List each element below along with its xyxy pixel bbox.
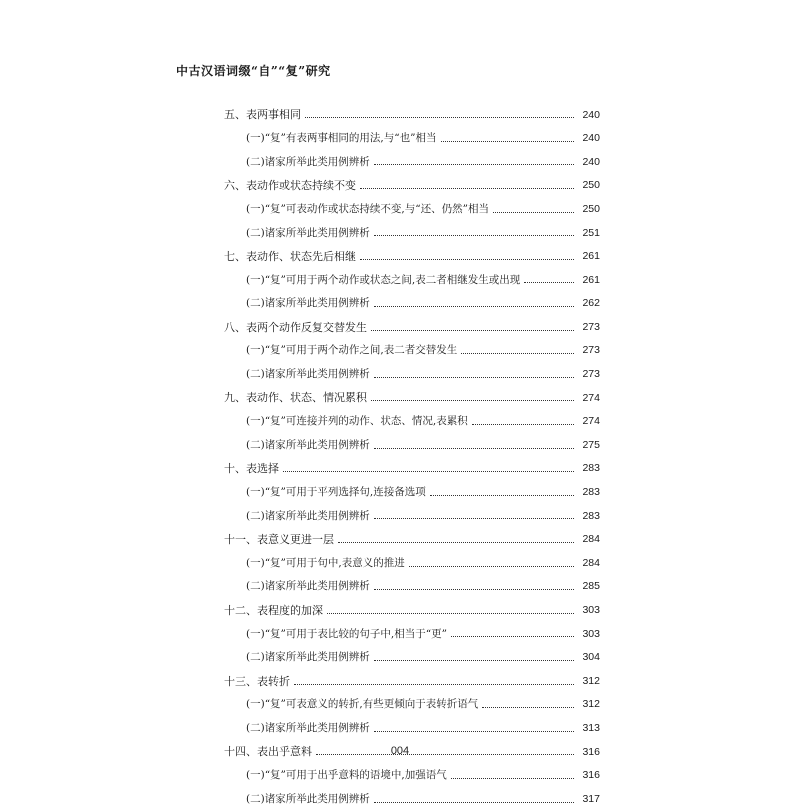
dot-leader: [374, 164, 574, 165]
toc-section-entry: [224, 386, 600, 410]
toc-entry-page: 261: [582, 273, 600, 286]
dot-leader: [441, 141, 574, 142]
toc-section-entry: [224, 457, 600, 481]
toc-entry-page: 240: [582, 108, 600, 121]
toc-subsection-entry: [224, 622, 600, 646]
dot-leader: [472, 424, 574, 425]
toc-entry-page: 303: [582, 604, 600, 617]
toc-entry-title: (一)“复”可表意义的转折,有些更倾向于表转折语气: [246, 698, 479, 711]
toc-entry-title: (二)诸家所举此类用例辨析: [246, 226, 370, 239]
dot-leader: [294, 684, 574, 685]
toc-entry-title: (一)“复”可用于两个动作之间,表二者交替发生: [246, 344, 458, 357]
toc-subsection-entry: [224, 787, 600, 811]
toc-section-entry: [224, 174, 600, 198]
dot-leader: [374, 448, 574, 449]
toc-entry-page: 283: [582, 462, 600, 475]
toc-entry-page: 284: [582, 533, 600, 546]
toc-subsection-entry: [224, 197, 600, 221]
toc-subsection-entry: [224, 292, 600, 316]
toc-entry-page: 312: [582, 674, 600, 687]
toc-entry-title: (一)“复”可用于平列选择句,连接备选项: [246, 486, 426, 499]
dot-leader: [374, 377, 574, 378]
toc-entry-page: 273: [582, 344, 600, 357]
toc-entry-page: 273: [582, 368, 600, 381]
dot-leader: [371, 400, 574, 401]
toc-entry-title: (二)诸家所举此类用例辨析: [246, 368, 370, 381]
toc-entry-page: 274: [582, 415, 600, 428]
toc-entry-page: 261: [582, 250, 600, 263]
dot-leader: [374, 731, 574, 732]
toc-section-entry: [224, 528, 600, 552]
toc-entry-page: 251: [582, 226, 600, 239]
toc-entry-page: 284: [582, 556, 600, 569]
dot-leader: [371, 330, 574, 331]
dot-leader: [430, 495, 574, 496]
toc-entry-title: 八、表两个动作反复交替发生: [224, 320, 367, 334]
toc-entry-page: 313: [582, 721, 600, 734]
dot-leader: [493, 212, 574, 213]
toc-entry-title: (二)诸家所举此类用例辨析: [246, 721, 370, 734]
toc-entry-title: (二)诸家所举此类用例辨析: [246, 438, 370, 451]
toc-entry-page: 262: [582, 297, 600, 310]
toc-entry-title: (二)诸家所举此类用例辨析: [246, 792, 370, 805]
dot-leader: [305, 117, 574, 118]
toc-entry-title: 十、表选择: [224, 462, 279, 476]
toc-entry-title: (一)“复”可用于两个动作或状态之间,表二者相继发生或出现: [246, 273, 521, 286]
dot-leader: [524, 282, 574, 283]
dot-leader: [374, 235, 574, 236]
toc-subsection-entry: [224, 127, 600, 151]
toc-entry-title: (一)“复”可用于句中,表意义的推进: [246, 556, 405, 569]
toc-entry-page: 250: [582, 179, 600, 192]
toc-subsection-entry: [224, 433, 600, 457]
dot-leader: [374, 660, 574, 661]
toc-entry-page: 316: [582, 769, 600, 782]
dot-leader: [409, 566, 574, 567]
toc-entry-page: 283: [582, 509, 600, 522]
toc-subsection-entry: [224, 481, 600, 505]
toc-entry-title: (二)诸家所举此类用例辨析: [246, 509, 370, 522]
toc-entry-page: 303: [582, 627, 600, 640]
toc-entry-title: 五、表两事相同: [224, 108, 301, 122]
toc-entry-page: 312: [582, 698, 600, 711]
toc-subsection-entry: [224, 764, 600, 788]
dot-leader: [283, 471, 574, 472]
dot-leader: [327, 613, 574, 614]
dot-leader: [360, 188, 574, 189]
toc-entry-page: 274: [582, 391, 600, 404]
toc-subsection-entry: [224, 339, 600, 363]
toc-entry-title: (一)“复”可表动作或状态持续不变,与“还、仍然”相当: [246, 202, 490, 215]
toc-section-entry: [224, 669, 600, 693]
table-of-contents: [224, 103, 600, 811]
toc-entry-title: (一)“复”可连接并列的动作、状态、情况,表累积: [246, 415, 468, 428]
toc-entry-title: (一)“复”可用于表比较的句子中,相当于“更”: [246, 627, 448, 640]
toc-section-entry: [224, 103, 600, 127]
toc-entry-title: (一)“复”可用于出乎意料的语境中,加强语气: [246, 769, 447, 782]
toc-section-entry: [224, 245, 600, 269]
toc-subsection-entry: [224, 551, 600, 575]
dot-leader: [338, 542, 574, 543]
toc-entry-page: 317: [582, 792, 600, 805]
running-header: 中古汉语词缀“自”“复”研究: [176, 64, 331, 78]
toc-entry-page: 240: [582, 132, 600, 145]
toc-entry-title: 九、表动作、状态、情况累积: [224, 391, 367, 405]
toc-entry-title: (二)诸家所举此类用例辨析: [246, 651, 370, 664]
toc-entry-title: 十三、表转折: [224, 674, 290, 688]
dot-leader: [451, 778, 574, 779]
toc-section-entry: [224, 598, 600, 622]
toc-entry-title: 六、表动作或状态持续不变: [224, 179, 356, 193]
toc-subsection-entry: [224, 410, 600, 434]
toc-subsection-entry: [224, 693, 600, 717]
dot-leader: [374, 589, 574, 590]
toc-subsection-entry: [224, 221, 600, 245]
toc-entry-page: 285: [582, 580, 600, 593]
toc-entry-page: 250: [582, 202, 600, 215]
toc-entry-title: (二)诸家所举此类用例辨析: [246, 580, 370, 593]
toc-entry-title: 十一、表意义更进一层: [224, 532, 334, 546]
page-number: 004: [390, 745, 410, 757]
dot-leader: [482, 707, 574, 708]
toc-entry-title: 七、表动作、状态先后相继: [224, 249, 356, 263]
dot-leader: [374, 802, 574, 803]
toc-subsection-entry: [224, 646, 600, 670]
toc-entry-page: 304: [582, 651, 600, 664]
toc-entry-page: 283: [582, 486, 600, 499]
dot-leader: [360, 259, 574, 260]
toc-entry-title: (二)诸家所举此类用例辨析: [246, 155, 370, 168]
toc-entry-page: 275: [582, 438, 600, 451]
dot-leader: [461, 353, 574, 354]
dot-leader: [374, 518, 574, 519]
toc-subsection-entry: [224, 363, 600, 387]
toc-subsection-entry: [224, 716, 600, 740]
dot-leader: [451, 636, 574, 637]
toc-subsection-entry: [224, 575, 600, 599]
toc-entry-title: 十四、表出乎意料: [224, 745, 312, 759]
toc-entry-page: 273: [582, 320, 600, 333]
toc-section-entry: [224, 315, 600, 339]
toc-subsection-entry: [224, 504, 600, 528]
toc-subsection-entry: [224, 150, 600, 174]
toc-subsection-entry: [224, 268, 600, 292]
dot-leader: [374, 306, 574, 307]
toc-entry-title: (一)“复”有表两事相同的用法,与“也”相当: [246, 132, 437, 145]
toc-entry-page: 316: [582, 745, 600, 758]
toc-entry-page: 240: [582, 155, 600, 168]
toc-entry-title: (二)诸家所举此类用例辨析: [246, 297, 370, 310]
toc-entry-title: 十二、表程度的加深: [224, 603, 323, 617]
